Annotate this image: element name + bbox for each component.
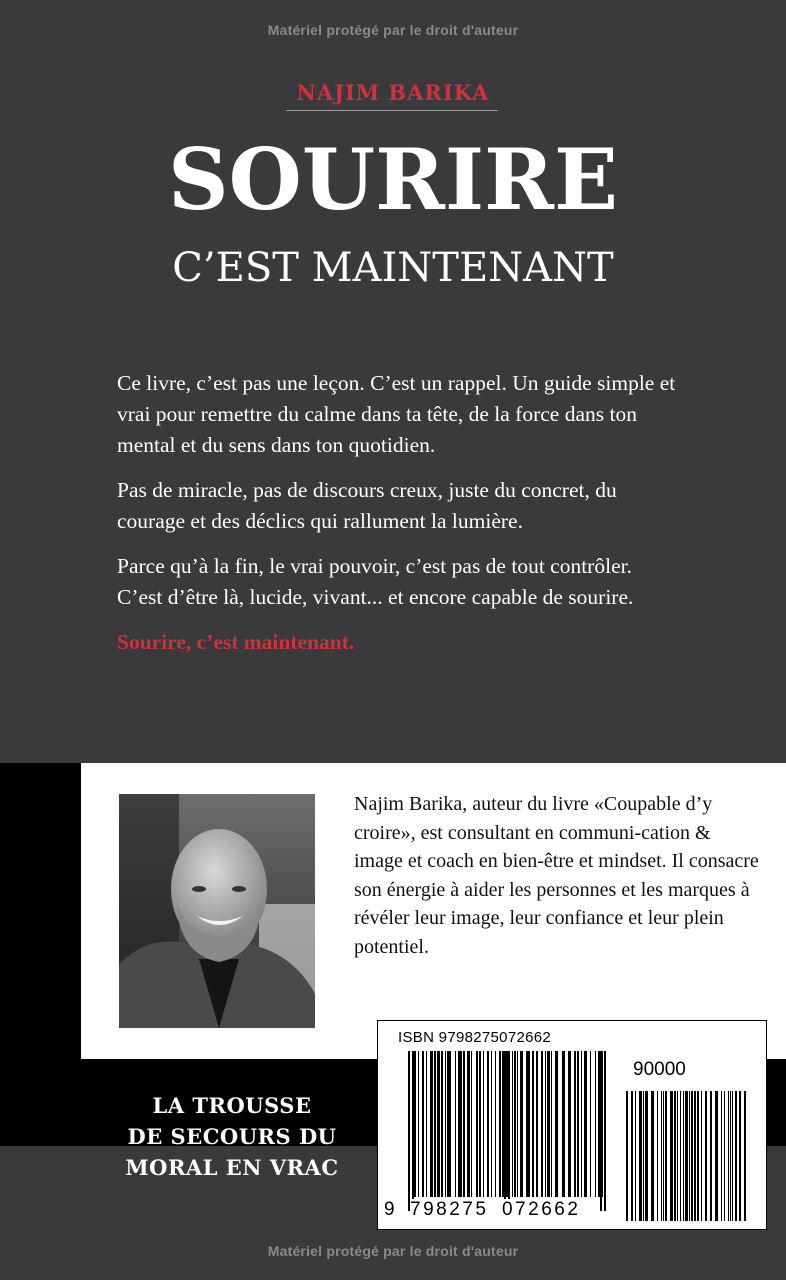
author-name: NAJIM BARIKA <box>296 80 490 105</box>
author-bio: Najim Barika, auteur du livre «Coupable d’y croire», est consultant en communi-cation & image et coach en bien-être et mindset. Il consacre son énergie à aider les personnes et les marques à révéler leur image, leur confiance et leur plein potentiel. <box>354 793 759 958</box>
ean-left-digits: 798275 <box>410 1199 489 1220</box>
author-photo <box>119 794 315 1028</box>
ean-first-digit: 9 <box>384 1199 398 1220</box>
isbn-barcode <box>377 1020 767 1230</box>
isbn-label: ISBN 9798275072662 <box>398 1029 552 1046</box>
barcode-price-code: 90000 <box>633 1059 686 1080</box>
blurb-paragraph-3: Parce qu’à la fin, le vrai pouvoir, c’est pas de tout contrôler. C’est d’être là, lucide, vivant... et encore capable de sourire. <box>117 554 634 609</box>
blurb-tagline: Sourire, c’est maintenant. <box>117 630 355 654</box>
copyright-watermark-bottom: Matériel protégé par le droit d'auteur <box>267 1243 519 1259</box>
copyright-watermark-top: Matériel protégé par le droit d'auteur <box>267 22 519 38</box>
series-title-line-1: LA TROUSSE <box>152 1093 312 1118</box>
series-title <box>100 1090 364 1183</box>
series-title-line-2: DE SECOURS DU <box>127 1124 337 1149</box>
book-subtitle: C’EST MAINTENANT <box>172 245 614 291</box>
blurb-paragraph-2: Pas de miracle, pas de discours creux, juste du concret, du courage et des déclics qui rallument la lumière. <box>117 478 617 533</box>
back-cover-blurb <box>117 368 677 672</box>
blurb-paragraph-1: Ce livre, c’est pas une leçon. C’est un rappel. Un guide simple et vrai pour remettre du calme dans ta tête, de la force dans ton mental et du sens dans ton quotidien. <box>117 371 676 457</box>
ean-right-digits: 072662 <box>502 1199 581 1220</box>
author-portrait-illustration <box>119 794 315 1028</box>
author-underline <box>286 110 498 111</box>
series-title-line-3: MORAL EN VRAC <box>125 1155 339 1180</box>
book-title: SOURIRE <box>167 130 619 229</box>
